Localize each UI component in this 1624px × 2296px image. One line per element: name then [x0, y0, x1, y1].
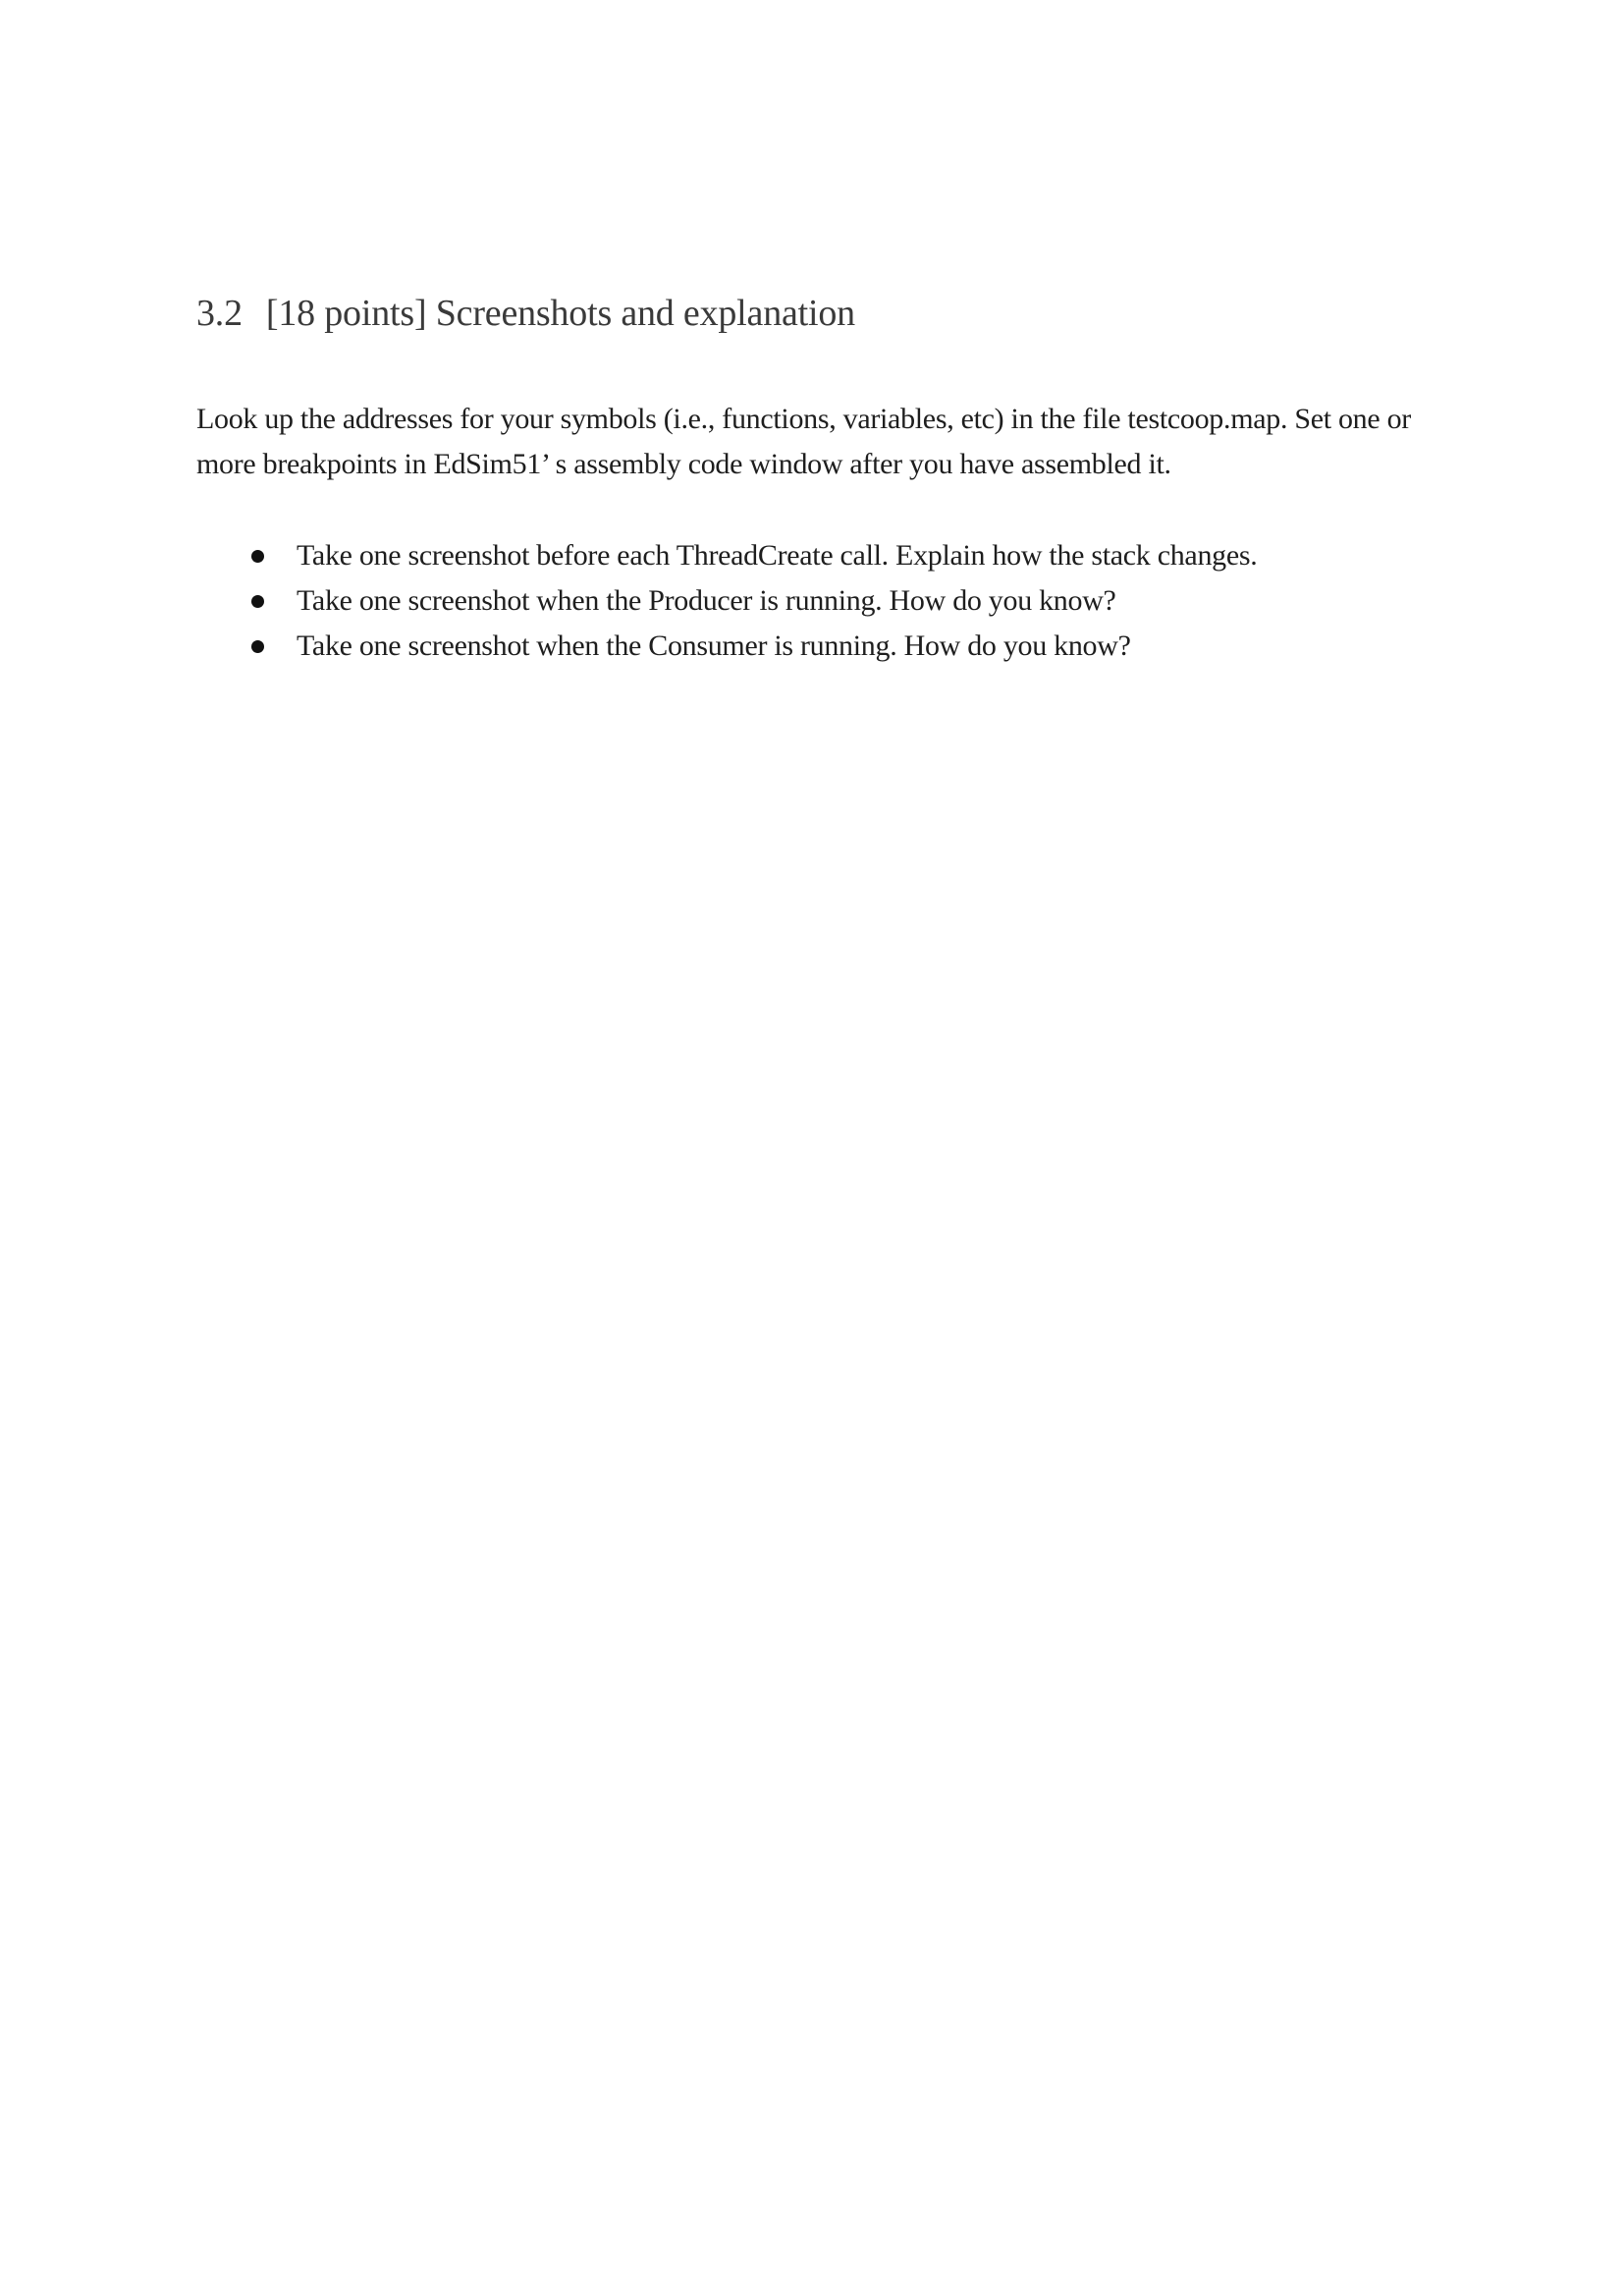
instructions-paragraph — [196, 397, 1434, 487]
list-item — [0, 533, 1257, 578]
paragraph-line: more breakpoints in EdSim51’ s assembly code window after you have assembled it. — [196, 448, 1171, 480]
bullet-icon — [251, 550, 264, 563]
list-item — [0, 624, 1257, 669]
bullet-icon — [251, 640, 264, 653]
list-item-text: Take one screenshot before each ThreadCreate call. Explain how the stack changes. — [297, 539, 1258, 572]
paragraph-line: Look up the addresses for your symbols (i.e., functions, variables, etc) in the file testcoop.map. Set one or — [196, 403, 1411, 435]
list-item-text: Take one screenshot when the Consumer is running. How do you know? — [297, 629, 1131, 662]
section-number: 3.2 — [196, 293, 243, 334]
bullet-icon — [251, 595, 264, 608]
section-title: [18 points] Screenshots and explanation — [265, 293, 855, 334]
list-item — [0, 578, 1257, 624]
list-item-text: Take one screenshot when the Producer is running. How do you know? — [297, 584, 1116, 617]
task-list — [0, 533, 1257, 669]
section-heading — [196, 285, 855, 342]
